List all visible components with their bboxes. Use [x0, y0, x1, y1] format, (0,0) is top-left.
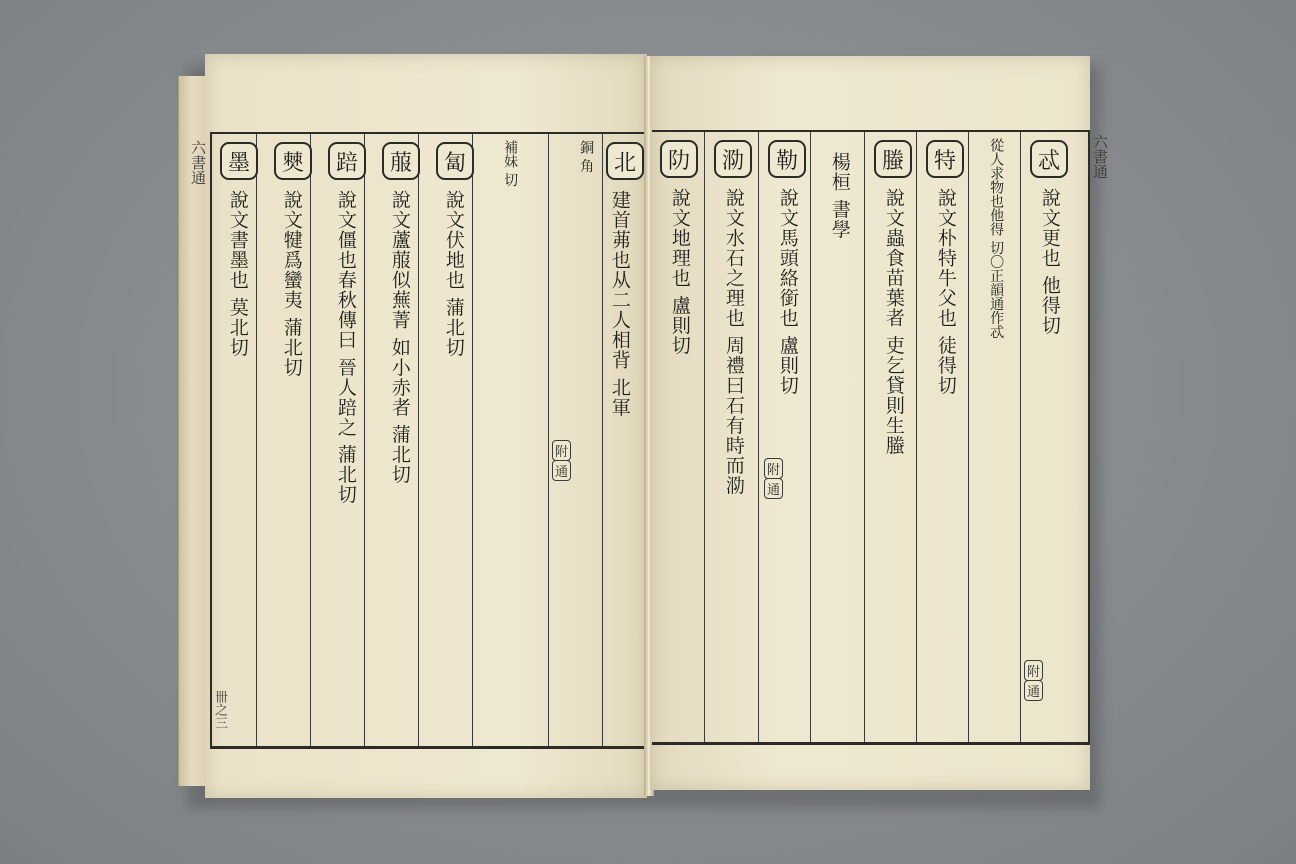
left-folio: 卌之三: [212, 690, 227, 729]
headword-匐: 匐: [436, 142, 474, 180]
entry-text-北: 建首茀也从二人相背 北軍: [608, 190, 631, 418]
headword-忒: 忒: [1030, 140, 1068, 178]
entry-text-匐: 說文伏地也 蒲北切: [442, 190, 465, 358]
right-page-frame: [652, 130, 1090, 745]
entry-text-墨: 說文書墨也 莫北切: [226, 190, 249, 358]
right-margin-title: 六書通: [1091, 134, 1109, 179]
annotation-tag-附: 附: [764, 458, 783, 479]
headword-勒: 勒: [768, 140, 806, 178]
headword-踣: 踣: [328, 142, 366, 180]
entry-text-阞: 說文地理也 盧則切: [668, 188, 691, 356]
headword-僰: 僰: [274, 142, 312, 180]
entry-text-勒: 說文馬頭絡銜也 盧則切: [776, 188, 799, 396]
annotation-tag-通: 通: [1024, 680, 1043, 701]
entry-text-泐: 說文水石之理也 周禮曰石有時而泐: [722, 188, 745, 496]
entry-text-忒: 說文更也 他得切: [1038, 188, 1061, 336]
entry-text-菔: 說文蘆菔似蕪菁 如小赤者 蒲北切: [388, 190, 411, 485]
annotation-tag-通: 通: [764, 478, 783, 499]
entry-text-補妹: 補妹 切: [502, 140, 519, 187]
headword-螣: 螣: [874, 140, 912, 178]
entry-text-僰: 說文犍爲蠻夷 蒲北切: [280, 190, 303, 378]
headword-泐: 泐: [714, 140, 752, 178]
entry-text-踣: 說文僵也春秋傳曰 晉人踣之 蒲北切: [334, 190, 357, 505]
entry-text-特: 說文朴特牛父也 徒得切: [934, 188, 957, 396]
headword-北: 北: [606, 142, 644, 180]
headword-特: 特: [926, 140, 964, 178]
headword-阞: 阞: [660, 140, 698, 178]
entry-text-銅角: 銅 角: [578, 140, 595, 173]
left-page-frame: [210, 132, 646, 749]
headword-菔: 菔: [382, 142, 420, 180]
annotation-tag-附: 附: [552, 440, 571, 461]
entry-text-楊桓: 楊桓 書學: [828, 152, 851, 240]
left-margin-title: 六書通: [189, 140, 207, 185]
headword-墨: 墨: [220, 142, 258, 180]
annotation-tag-附: 附: [1024, 660, 1043, 681]
entry-text-從人: 從人求物也他得 切〇正韻通作忒: [988, 138, 1005, 339]
entry-text-螣: 說文蟲食苗葉者 吏乞貸則生螣: [882, 188, 905, 456]
annotation-tag-通: 通: [552, 460, 571, 481]
